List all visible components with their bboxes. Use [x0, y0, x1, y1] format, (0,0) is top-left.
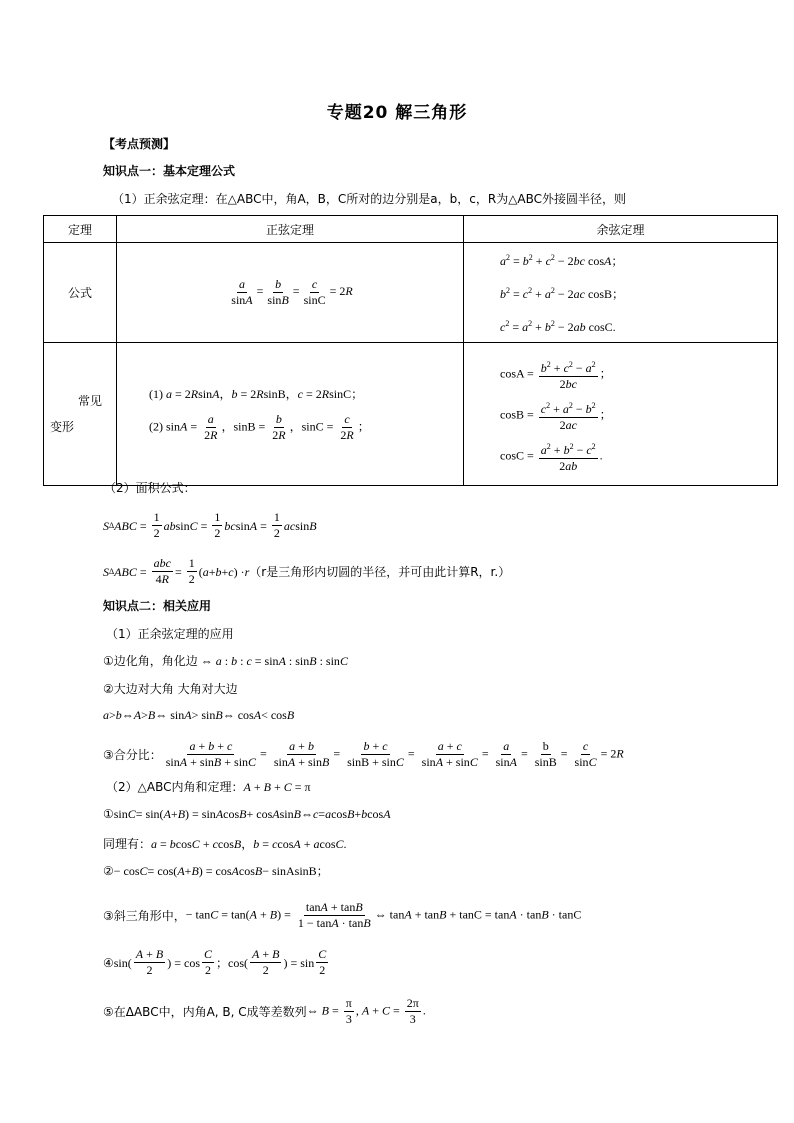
app-2-4: ④sin( $\frac{A + B}{2}$ ) = cos $\frac{C}{2}$ ；cos( $\frac{A + B}{2}$ ) = sin $\frac{C}{2}$ [103, 947, 327, 977]
area-formula-1: S Δ ABC = $\frac{1}{2}$ ab sin C = $\frac{1}{2}$ bc sin A = $\frac{1}{2}$ ac sin B [103, 510, 317, 540]
app-1-b-formula: a > b ⇔ A > B ⇔ sin A > sin B ⇔ cos A < cos B [103, 708, 295, 722]
app-2-1: ①sin C = sin( A + B ) = sin A cos B + cos A sin B ⇔ c = a cos B + b cos A [103, 807, 391, 821]
theorem-table [43, 215, 778, 486]
app-2-same: 同理有： a = bcosC + ccosB，b = ccosA + acosC. [103, 837, 347, 851]
cosine-variation-c: cosC = $\frac{a^2 + b^2 - c^2}{2ab}$ . [500, 439, 777, 474]
sine-law-cell [117, 243, 464, 343]
row-label-formula: 公式 [44, 243, 117, 343]
app-2-5: ⑤在ΔABC中，内角A, B, C成等差数列 ⇔ B = $\frac{\pi}{3}$ , A + C = $\frac{2\pi}{3}$ . [103, 996, 426, 1026]
table-header-theorem: 定理 [44, 216, 117, 243]
sine-law-formula: $\frac{a}{\sin A}$ = $\frac{b}{\sin B}$ = $\frac{c}{\sin C}$ = 2R [231, 277, 353, 307]
item-1-intro: （1）正余弦定理：在△ABC中，角A，B，C所对的边分别是a，b，c，R为△ABC外接圆半径，则 [112, 192, 627, 206]
cosine-law-b: $b^2 = c^2 + a^2 - 2ac$ cosB； [500, 286, 625, 301]
app-1-b: ②大边对大角 大角对大边 [103, 682, 238, 696]
table-header-cosine: 余弦定理 [464, 216, 778, 243]
sine-variations-cell [117, 343, 464, 486]
knowledge-point-1: 知识点一：基本定理公式 [103, 164, 236, 178]
sine-variation-2: (2) sinA = $\frac{a}{2R}$ ，sinB = $\frac{b}{2R}$ ，sinC = $\frac{c}{2R}$ ； [149, 412, 370, 442]
cosine-law-cell [464, 243, 778, 343]
sine-variation-1: (1) a = 2RsinA，b = 2RsinB，c = 2RsinC； [149, 387, 364, 401]
area-formula-2: S Δ ABC = $\frac{\text{abc}}{4R}$ = $\frac{1}{2}$ ( a + b + c ) · r （r是三角形内切圆的半径，并可由此计算R，r.） [103, 556, 511, 586]
page-title: 专题20 解三角形 [326, 103, 468, 123]
cosine-law-c: $c^2 = a^2 + b^2 - 2ab$ cosC. [500, 319, 616, 334]
section-head: 【考点预测】 [103, 137, 176, 151]
app-1-c: ③合分比： $\frac{a + b + c}{\sin A + \sin B + \sin C}$ = $\frac{a + b}{\sin A + \sin B}$ = $\frac{b + c}{\sin B + \sin C}$ = $\frac{a + c}{\sin A + \sin C}$ = $\frac{a}{\sin A}$ = $\frac{b}{\sin B}$ = $\frac{c}{\sin C}$ = 2R [103, 739, 624, 769]
area-note: （r是三角形内切圆的半径，并可由此计算R，r.） [249, 564, 511, 579]
row-label-variations: 常见 变形 [44, 343, 117, 486]
app-2-3: ③斜三角形中， − tanC = tan(A + B) = $\frac{\tan A + \tan B}{1 - \tan A \cdot \tan B}$ ⇔ tanA + tanB + tanC = tanA · tanB · tanC [103, 900, 582, 930]
app-2-2: ②− cos C = cos( A + B ) = cos A cos B − sinAsinB； [103, 864, 329, 878]
item-2-area: （2）面积公式： [104, 481, 196, 495]
app-1-title: （1）正余弦定理的应用 [106, 627, 234, 641]
cosine-law-a: $a^2 = b^2 + c^2 - 2bc$ cosA； [500, 253, 624, 268]
knowledge-point-2: 知识点二：相关应用 [103, 599, 212, 613]
app-2-title: （2）△ABC内角和定理： A + B + C = π [106, 780, 311, 794]
table-header-sine: 正弦定理 [117, 216, 464, 243]
cosine-variation-b: cosB = $\frac{c^2 + a^2 - b^2}{2ac}$ ； [500, 398, 777, 433]
app-1-a: ①边化角，角化边 ⇔ a : b : c = sinA : sinB : sinC [103, 654, 348, 668]
cosine-variations-cell [464, 343, 778, 486]
cosine-variation-a: cosA = $\frac{b^2 + c^2 - a^2}{2bc}$ ； [500, 357, 777, 392]
